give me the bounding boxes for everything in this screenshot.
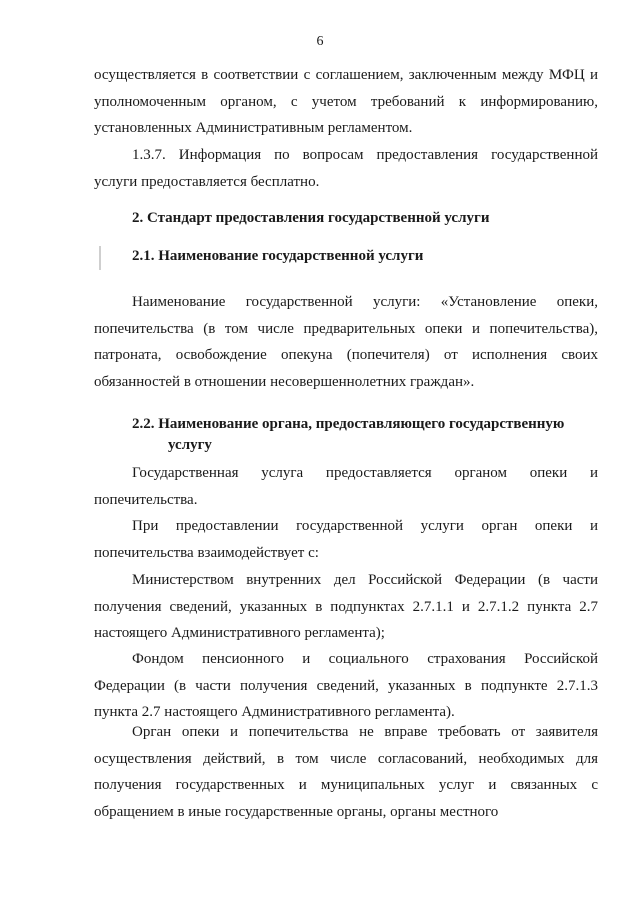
section-heading-2-1: 2.1. Наименование государственной услуги [132,248,424,264]
section-heading-2: 2. Стандарт предоставления государственной услуги [132,210,490,226]
paragraph-restrictions: Орган опеки и попечительства не вправе требовать от заявителя осуществления действий, в том числе согласований, необходимых для получения государственных и муниципальных услуг и связанных с обращением в иные государственные органы, органы местного [94,724,598,820]
paragraph-interaction: При предоставлении государственной услуги орган опеки и попечительства взаимодействует с: [94,518,598,561]
heading-2-2-line1: 2.2. Наименование органа, предоставляющего государственную [132,416,565,432]
paragraph-1-3-7: 1.3.7. Информация по вопросам предоставления государственной услуги предоставляется бесплатно. [94,147,598,190]
paragraph-service-provider: Государственная услуга предоставляется органом опеки и попечительства. [94,465,598,508]
paragraph-mvd: Министерством внутренних дел Российской Федерации (в части получения сведений, указанных в подпунктах 2.7.1.1 и 2.7.1.2 пункта 2.7 настоящего Административного регламента); [94,572,598,641]
paragraph-service-name: Наименование государственной услуги: «Установление опеки, попечительства (в том числе предварительных опеки и попечительства), патроната, освобождение опекуна (попечителя) от исполнения своих обязанностей в отношении несовершеннолетних граждан». [94,294,598,390]
scan-margin-mark [99,246,101,270]
heading-2-2-line2: услугу [168,437,212,453]
page-number: 6 [316,34,324,49]
paragraph-pension-fund: Фондом пенсионного и социального страхования Российской Федерации (в части получения сведений, указанных в подпункте 2.7.1.3 пункта 2.7 настоящего Административного регламента). [94,651,598,720]
paragraph-mfc-agreement: осуществляется в соответствии с соглашением, заключенным между МФЦ и уполномоченным органом, с учетом требований к информированию, установленных Административным регламентом. [94,67,598,136]
section-heading-2-2 [132,414,598,456]
